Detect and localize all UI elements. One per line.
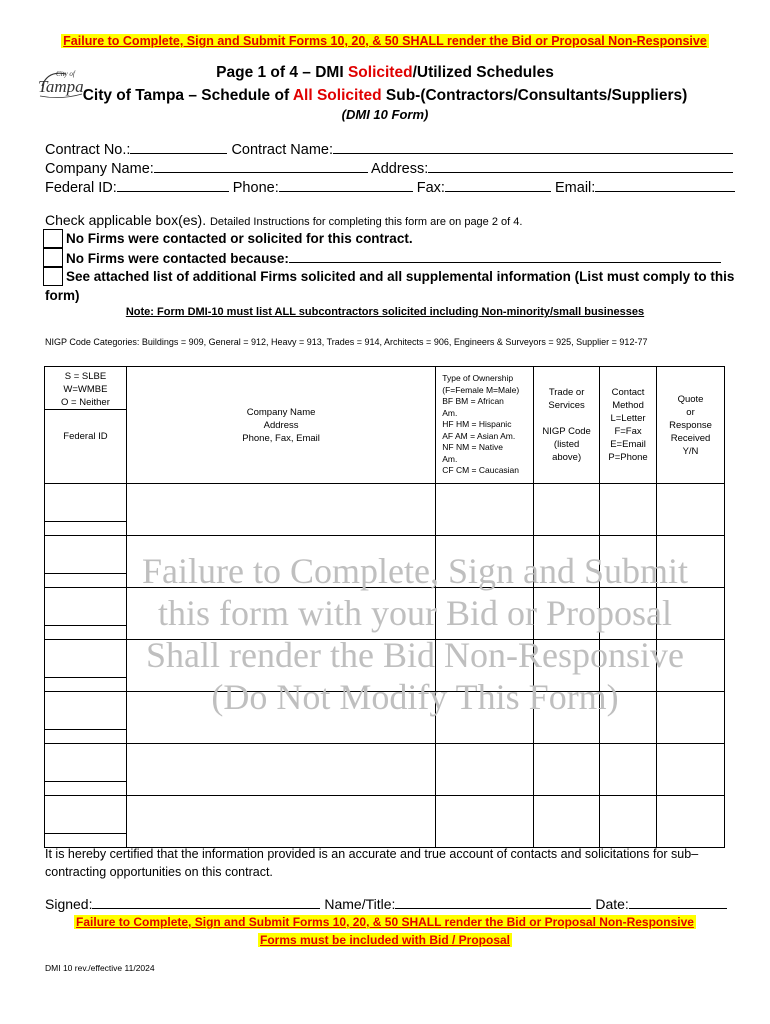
phone-field[interactable] <box>279 178 413 192</box>
company-row: Company Name: Address: <box>45 159 733 177</box>
nigp-categories: NIGP Code Categories: Buildings = 909, General = 912, Heavy = 913, Trades = 914, Architects = 906, Engineers & Surveyors = 925, Supplier = 912-77 <box>45 337 648 347</box>
check-instructions: Detailed Instructions for completing this form are on page 2 of 4. <box>209 216 523 228</box>
checkbox-no-firms-because[interactable] <box>43 248 63 267</box>
email-field[interactable] <box>595 178 735 192</box>
bottom-warning-row-1 <box>0 913 770 931</box>
top-warning-row <box>0 32 770 50</box>
form-name: (DMI 10 Form) <box>341 107 429 122</box>
header-ownership: Type of Ownership (F=Female M=Male) BF BM = African Am. HF HM = Hispanic AF AM = Asian Am. NF NM = Native Am. CF CM = Caucasian <box>436 367 534 484</box>
footer-revision: DMI 10 rev./effective 11/2024 <box>45 963 155 973</box>
checkbox-label-2: No Firms were contacted because: <box>66 250 721 266</box>
header-quote: Quote or Response Received Y/N <box>657 367 725 484</box>
reason-field[interactable] <box>289 250 721 263</box>
logo-line1: City of <box>56 70 75 78</box>
page-title: Page 1 of 4 – DMI Solicited/Utilized Schedules <box>216 64 554 81</box>
federal-id-field[interactable] <box>117 178 229 192</box>
checkbox-no-firms-contacted[interactable] <box>43 229 63 248</box>
page-subtitle: City of Tampa – Schedule of All Solicited Sub-(Contractors/Consultants/Suppliers) <box>82 87 688 104</box>
table-row <box>45 484 725 536</box>
contract-name-field[interactable] <box>333 140 733 154</box>
logo-line2: Tampa <box>38 77 84 96</box>
watermark: Failure to Complete, Sign and Submit this form with your Bid or Proposal Shall render the Bid Non-Responsive (Do Not Modify This Form) <box>142 551 688 717</box>
date-field[interactable] <box>629 895 727 909</box>
certification-text: It is hereby certified that the information provided is an accurate and true account of contacts and solicitations for sub–contracting opportunities on this contract. <box>45 847 699 879</box>
solicitation-table <box>44 366 725 848</box>
header-slbe-legend: S = SLBE W=WMBE O = Neither <box>61 371 110 408</box>
address-field[interactable] <box>428 159 733 173</box>
table-row <box>45 588 725 640</box>
company-name-field[interactable] <box>154 159 368 173</box>
contract-row: Contract No.: Contract Name: <box>45 140 733 158</box>
top-warning: Failure to Complete, Sign and Submit Forms 10, 20, & 50 SHALL render the Bid or Proposal Non-Responsive <box>63 34 707 48</box>
header-trade: Trade or Services NIGP Code (listed above) <box>534 367 600 484</box>
table-row <box>45 536 725 588</box>
header-company: Company Name Address Phone, Fax, Email <box>126 367 435 484</box>
checkbox-label-3: See attached list of additional Firms solicited and all supplemental information (List must comply to this <box>66 269 735 284</box>
checkbox-see-attached[interactable] <box>43 267 63 286</box>
checkbox-label-3-cont: form) <box>45 288 80 303</box>
table-row <box>45 744 725 796</box>
checkbox-label-1: No Firms were contacted or solicited for this contract. <box>66 231 413 246</box>
fax-field[interactable] <box>445 178 551 192</box>
table-row <box>45 796 725 848</box>
header-slbe-federal-id <box>45 367 127 484</box>
bottom-warning-1: Failure to Complete, Sign and Submit Forms 10, 20, & 50 SHALL render the Bid or Proposal Non-Responsive <box>76 915 694 929</box>
table-row <box>45 640 725 692</box>
table-row <box>45 692 725 744</box>
check-heading: Check applicable box(es). Detailed Instructions for completing this form are on page 2 of 4. <box>45 212 523 228</box>
signature-row: Signed: Name/Title: Date: <box>45 895 727 912</box>
bottom-warning-2: Forms must be included with Bid / Proposal <box>259 933 511 947</box>
name-title-field[interactable] <box>395 895 591 909</box>
federal-row: Federal ID: Phone: Fax: Email: <box>45 178 735 196</box>
signed-field[interactable] <box>92 895 320 909</box>
header-federal-id: Federal ID <box>45 409 126 483</box>
contract-no-field[interactable] <box>130 140 227 154</box>
header-contact-method: Contact Method L=Letter F=Fax E=Email P=Phone <box>600 367 657 484</box>
bottom-warning-row-2 <box>0 931 770 949</box>
note: Note: Form DMI-10 must list ALL subcontractors solicited including Non-minority/small businesses <box>125 306 645 318</box>
table-header-row <box>45 367 725 484</box>
